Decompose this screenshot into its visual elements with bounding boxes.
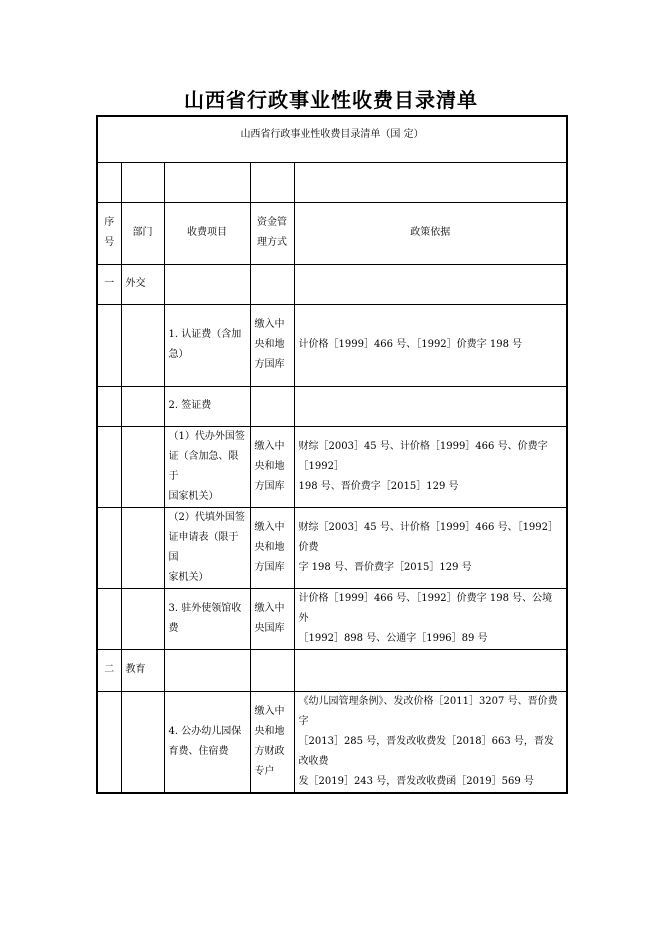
policy-cell: 计价格［1999］466 号、［1992］价费字 198 号 <box>294 304 567 386</box>
category-row <box>97 649 567 691</box>
header-seq: 序 号 <box>97 202 121 264</box>
table-cell <box>294 162 567 202</box>
fund-cell: 缴入中 央国库 <box>250 588 294 649</box>
fee-catalog-table <box>96 115 568 794</box>
header-dept: 部门 <box>121 202 164 264</box>
fund-cell: 缴入中 央和地 方国库 <box>250 507 294 588</box>
seq-cell <box>97 691 121 793</box>
table-caption: 山西省行政事业性收费目录清单（国 定） <box>97 116 567 162</box>
policy-cell <box>294 386 567 426</box>
policy-cell: 财综［2003］45 号、计价格［1999］466 号、［1992］价费 字 198 号、晋价费字［2015］129 号 <box>294 507 567 588</box>
table-row <box>97 304 567 386</box>
item-cell <box>164 264 250 304</box>
seq-cell <box>97 386 121 426</box>
table-row <box>97 426 567 507</box>
table-row <box>97 691 567 793</box>
item-cell: （1）代办外国签 证（含加急、限于 国家机关） <box>164 426 250 507</box>
table-cell <box>97 162 121 202</box>
item-cell: 2. 签证费 <box>164 386 250 426</box>
dept-cell <box>121 426 164 507</box>
item-cell: 3. 驻外使领馆收 费 <box>164 588 250 649</box>
page-title: 山西省行政事业性收费目录清单 <box>184 88 478 112</box>
item-cell: 4. 公办幼儿园保 育费、住宿费 <box>164 691 250 793</box>
dept-cell <box>121 386 164 426</box>
category-seq: 一 <box>97 264 121 304</box>
item-cell: 1. 认证费（含加 急） <box>164 304 250 386</box>
policy-cell: 《幼儿园管理条例》、发改价格［2011］3207 号、晋价费字 ［2013］285 号，晋发改收费发［2018］663 号，晋发改收费 发［2019］243 号，晋发改收费函［2019］569 号 <box>294 691 567 793</box>
item-cell: （2）代填外国签 证申请表（限于国 家机关） <box>164 507 250 588</box>
header-row <box>97 202 567 264</box>
header-fund: 资金管 理方式 <box>250 202 294 264</box>
dept-cell <box>121 304 164 386</box>
item-cell <box>164 649 250 691</box>
table-cell <box>164 162 250 202</box>
header-item: 收费项目 <box>164 202 250 264</box>
dept-cell <box>121 588 164 649</box>
table-cell <box>250 162 294 202</box>
policy-cell <box>294 649 567 691</box>
category-seq: 二 <box>97 649 121 691</box>
seq-cell <box>97 507 121 588</box>
blank-row <box>97 162 567 202</box>
caption-row <box>97 116 567 162</box>
table-row <box>97 507 567 588</box>
seq-cell <box>97 588 121 649</box>
policy-cell: 财综［2003］45 号、计价格［1999］466 号、价费字［1992］ 198 号、晋价费字［2015］129 号 <box>294 426 567 507</box>
category-dept: 教育 <box>121 649 164 691</box>
header-policy: 政策依据 <box>294 202 567 264</box>
seq-cell <box>97 304 121 386</box>
policy-cell <box>294 264 567 304</box>
fund-cell <box>250 386 294 426</box>
dept-cell <box>121 691 164 793</box>
fund-cell <box>250 264 294 304</box>
dept-cell <box>121 507 164 588</box>
table-cell <box>121 162 164 202</box>
table-row <box>97 588 567 649</box>
fund-cell: 缴入中 央和地 方财政 专户 <box>250 691 294 793</box>
category-row <box>97 264 567 304</box>
fund-cell: 缴入中 央和地 方国库 <box>250 304 294 386</box>
seq-cell <box>97 426 121 507</box>
table-row <box>97 386 567 426</box>
fund-cell <box>250 649 294 691</box>
category-dept: 外交 <box>121 264 164 304</box>
policy-cell: 计价格［1999］466 号、［1992］价费字 198 号、公境外 ［1992］898 号、公通字［1996］89 号 <box>294 588 567 649</box>
fund-cell: 缴入中 央和地 方国库 <box>250 426 294 507</box>
